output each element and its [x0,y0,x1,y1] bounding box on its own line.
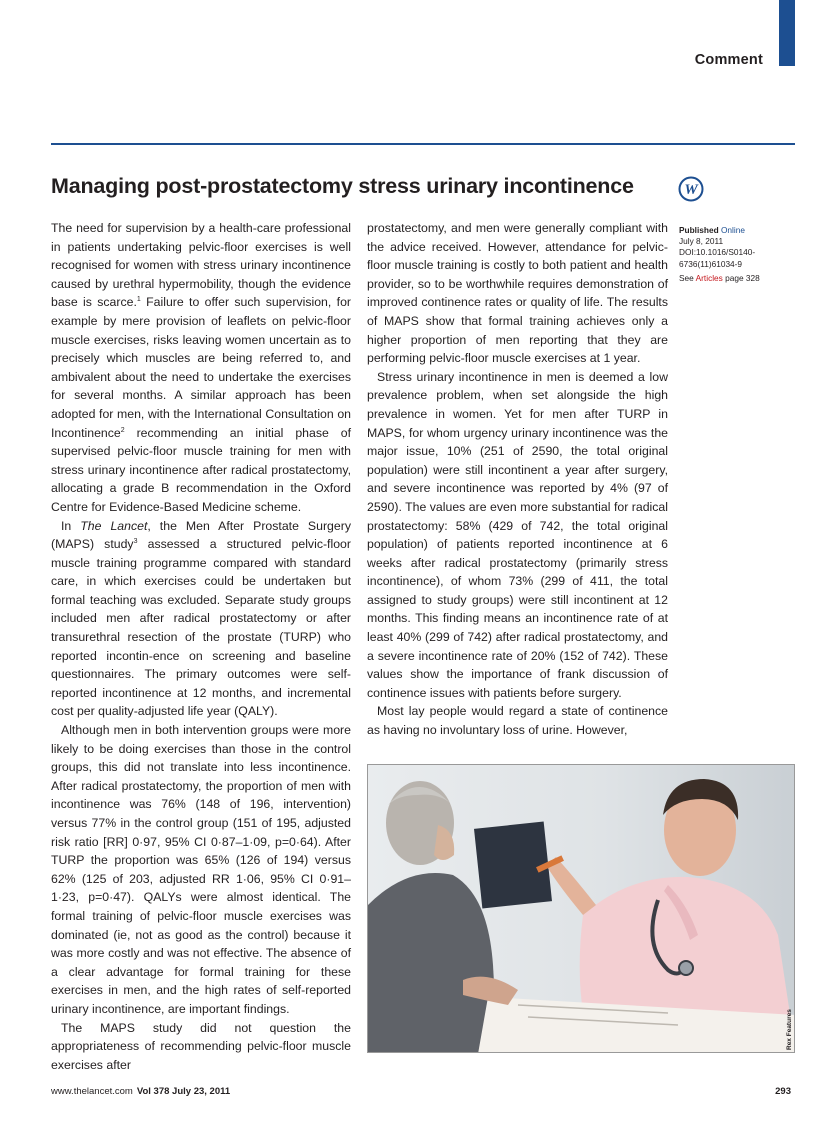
stethoscope-chestpiece [679,961,693,975]
published-date: July 8, 2011 [679,236,724,247]
reference-3[interactable]: 3 [133,538,138,545]
paragraph-continence: Most lay people would regard a state of continence as having no involuntary loss of urine. However, [367,704,668,738]
page-number: 293 [775,1086,791,1097]
article-title: Managing post-prostatectomy stress urinary incontinence [51,174,634,198]
text-column-left [51,219,351,1074]
published-online: Published Online [679,225,745,235]
photo-credit: Rex Features [786,1009,793,1050]
paragraph-results: Although men in both intervention groups were more likely to be doing exercises than those in the control groups, this did not translate into less incontinence. After radical prostatectomy, the proportion of men with incontinence was 76% (148 of 196, intervention) versus 77% in the control group (151 of 195, adjusted risk ratio [RR] 0·97, 95% CI 0·87–1·09, p=0·64). After TURP the proportion was 65% (126 of 194) versus 62% (125 of 203, adjusted RR 1·06, 95% CI 0·91–1·23, p=0·47). QALYs were almost identical. The formal training of pelvic-floor muscle exercises was dominated (ie, not as good as the control) because it was more costly and was not effective. The absence of a clear advantage for formal training for these exercises in men, and the high rates of self-reported urinary incontinence, are important findings. [51,723,351,1016]
journal-name: The Lancet [80,518,148,533]
monitor-shape [474,822,552,909]
doi[interactable]: DOI:10.1016/S0140-6736(11)61034-9 [679,247,756,269]
paragraph-appropriateness-cont: prostatectomy, and men were generally compliant with the advice received. However, attendance for pelvic-floor muscle training is costly to both patient and health provider, so to be worthwhile requires demonstration of improved continence rates or quality of life. The results of MAPS show that formal training achieves only a higher proportion of men reporting that they are performing pelvic-floor muscle exercises at 1 year. [367,221,668,366]
paragraph-intro: The need for supervision by a health-care professional in patients undertaking pelvic-floor exercises is well recognised for women with stress urinary incontinence caused by urethral hypermobility, though the evidence base is scarce.$^1$ Failure to offer such supervision, for example by mere provision of leaflets on pelvic-floor muscle exercises, risks leaving women uncertain as to precisely which muscles are being referred to, and ambivalent about the need to undertake the exercises for several months. A similar approach has been adopted for men, with the International Consultation on Incontinence$^2$ recommending an initial phase of supervised pelvic-floor muscle training for men with stress urinary incontinence after radical prostatectomy, allocating a grade B recommendation in the Oxford Centre for Evidence-Based Medicine scheme. [51,221,352,514]
paragraph-appropriateness-start: The MAPS study did not question the appropriateness of recommending pelvic-floor muscle exercises after [51,1020,351,1072]
reference-1[interactable]: 1 [136,296,141,304]
journal-url[interactable]: www.thelancet.com [51,1086,133,1097]
publication-sidebar [679,225,797,284]
footer-citation [51,1086,230,1097]
section-label: Comment [694,52,763,68]
reference-2[interactable]: 2 [120,426,125,434]
volume-info: Vol 378 July 23, 2011 [136,1086,231,1097]
article-photo [367,764,795,1053]
text-column-right [367,219,668,740]
doctor-patient-illustration [368,765,795,1053]
paragraph-prevalence: Stress urinary incontinence in men is deemed a low prevalence problem, when set alongside the high prevalence in women. Yet for men after TURP in MAPS, for whom urgency urinary incontinence was the major issue, 10% (251 of 2590, the total original population) were still incontinent a year after surgery, and severe incontinence was reported by 4% (97 of 2590). The values are even more substantial for radical prostatectomy: 58% (429 of 742, the total original population) of patients reported incontinence at 6 weeks after radical prostatectomy (primarily stress incontinence), of whom 73% (299 of 411, the total assigned to study groups) were still incontinent at 12 months. This finding means an incontinence rate of at least 40% (299 of 742) after radical prostatectomy, and a severe incontinence rate of 20% (152 of 742). These values show the importance of frank discussion of continence issues with patients before surgery. [367,369,668,700]
see-articles-link[interactable]: See Articles page 328 [679,272,760,283]
paragraph-maps: In The Lancet, the Men After Prostate Surgery (MAPS) study$^3$ assessed a structured pelvic-floor muscle training programme compared with standard care, in which exercises could be undertaken but formal teaching was excluded. Separate study groups included men after radical prostatectomy or after transurethral resection of the prostate (TURP) who reported incontin-ence on screening and baseline questionnaires. The primary outcomes were self-reported incontinence at 12 months, and incremental cost per quality-adjusted life year (QALY). [51,518,351,719]
header-rule [51,143,795,145]
web-extra-icon[interactable] [678,176,704,202]
section-color-bar [779,0,795,66]
badge-letter: W [684,182,698,198]
